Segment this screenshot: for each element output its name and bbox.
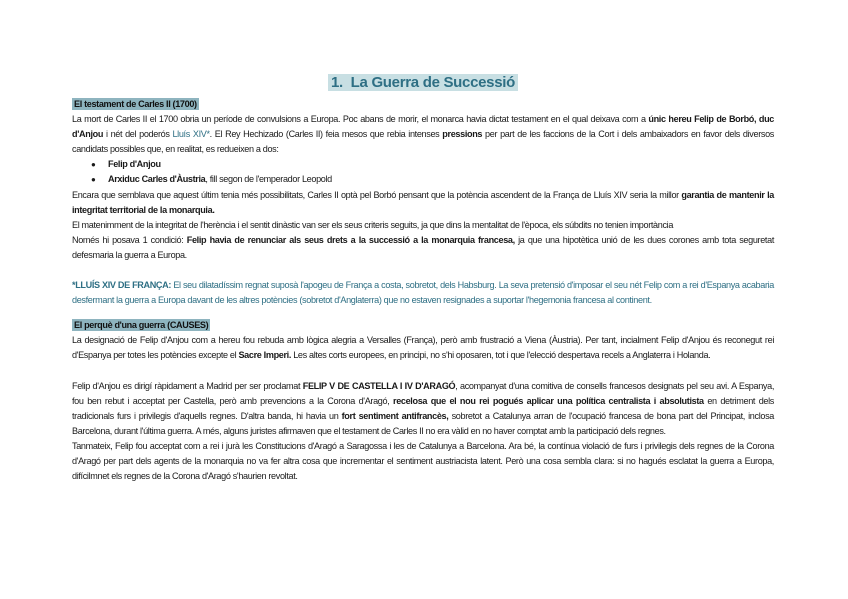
bold-run: FELIP V DE CASTELLA I IV D'ARAGÓ [302, 380, 456, 391]
title-text: La Guerra de Successió [350, 74, 515, 91]
text-run: sobretot a Catalunya arran de l'ocupació francesa de bona part del Principat, inclosa Barcelona, durant l'última guerra. A més, alguns juristes afirmaven que el testament de Carles II no era vàlid en no haver comptat amb la participació dels regnes. [72, 410, 774, 436]
text-run: La mort de Carles II el 1700 obria un període de convulsions a Europa. Poc abans de morir, el monarca havia dictat testament en el qual deixava com a [72, 114, 649, 125]
title-number: 1. [331, 74, 343, 91]
list-item [108, 157, 774, 172]
text-run: . El Rey Hechizado (Carles II) feia mesos que rebia intenses [209, 129, 443, 140]
candidates-list [72, 157, 774, 187]
bold-run: Felip d'Anjou [108, 159, 161, 170]
text-run: Felip d'Anjou es dirigí ràpidament a Madrid per ser proclamat [72, 380, 303, 391]
page-title [72, 72, 774, 94]
text-run: en detriment dels tradicionals furs i privilegis d'aquells regnes. D'altra banda, hi havia un [72, 395, 774, 421]
text-run: ja que una hipotètica unió de les dues corones amb tota seguretat defesmaria la guerra a Europa. [72, 234, 774, 260]
bold-run: fort sentiment antifrancès, [341, 410, 449, 421]
bold-run: Sacre Imperi. [238, 350, 292, 361]
section-heading-testament: El testament de Carles II (1700) [74, 99, 197, 109]
text-run: El seu dilatadíssim regnat suposà l'apogeu de França a costa, sobretot, dels Habsburg. La seva pretensió d'imposar el seu nét Felip com a rei d'Espanya acabaria desfermant la guerra a Europa davant de les altres potències (sobretot d'Anglaterra) que no estaven resignades a suportar l'hegemonia francesa al continent. [72, 280, 774, 306]
text-run: , fill segon de l'emperador Leopold [205, 174, 332, 185]
paragraph-acceptance: Tanmateix, Felip fou acceptat com a rei i jurà les Constitucions d'Aragó a Saragossa i les de Catalunya a Barcelona. Ara bé, la contínua violació de furs i privilegis dels regnes de la Corona d'Aragó per part dels agents de la monarquia no va fer altra cosa que incrementar el sentiment austriacista latent. Però una cosa sembla clara: si no hagués esclatat la guerra a Europa, difícilmnet els regnes de la Corona d'Aragó s'haurien revoltat. [72, 440, 774, 482]
text-run: per part de les faccions de la Cort i dels ambaixadors en favor dels diversos candidats possibles que, en realitat, es redueixen a dos: [72, 129, 774, 155]
text-run: La designació de Felip d'Anjou com a hereu fou rebuda amb lògica alegria a Versalles (França), però amb frustració a Viena (Àustria). Per tant, incialment Felip d'Anjou és reconegut rei d'Espanya per totes les potències excepte el [72, 335, 774, 361]
footnote-ref: Lluís XIV* [172, 129, 210, 140]
paragraph-proclamation [72, 379, 774, 439]
list-item [108, 172, 774, 187]
paragraph-choice [72, 188, 774, 218]
bold-run: pressions [442, 129, 483, 140]
bold-run: garantia de mantenir la integritat territorial de la monarquia. [72, 189, 774, 215]
spacer [72, 263, 774, 278]
bold-run: únic hereu Felip de Borbó, duc d'Anjou [72, 114, 774, 140]
paragraph-testament [72, 112, 774, 157]
spacer [72, 308, 774, 318]
spacer [72, 364, 774, 379]
text-run: Només hi posava 1 condició: [72, 234, 187, 245]
paragraph-designation [72, 333, 774, 363]
section-heading-causes: El perquè d'una guerra (CAUSES) [74, 320, 209, 331]
paragraph-integrity: El matenimment de la integritat de l'herència i el sentit dinàstic van ser els seus criteris seguits, ja que dins la mentalitat de l'època, els súbdits no tenien importància [72, 219, 674, 230]
bold-run: Felip havia de renunciar als seus drets a la successió a la monarquia francesa, [186, 234, 515, 245]
text-run: Les altes corts europees, en principi, no s'hi oposaren, tot i que l'elecció despertava recels a Anglaterra i Holanda. [291, 350, 711, 361]
text-run: Encara que semblava que aquest últim tenia més possibilitats, Carles II optà pel Borbó pensant que la potència ascendent de la França de Lluís XIV seria la millor [72, 189, 682, 200]
document-body [72, 70, 774, 484]
text-run: , acompanyat d'una comitiva de consells francesos designats pel seu avi. A Espanya, fou ben rebut i acceptat per Castella, però amb prevencions a la Corona d'Aragó, [72, 380, 774, 406]
bold-run: recelosa que el nou rei pogués aplicar una política centralista i absolutista [393, 395, 704, 406]
bold-run: *LLUÍS XIV DE FRANÇA: [72, 280, 172, 291]
title-highlight [328, 74, 518, 91]
paragraph-condition [72, 233, 774, 263]
bold-run: Arxiduc Carles d'Àustria [108, 174, 206, 185]
text-run: i nét del poderós [103, 129, 173, 140]
footnote-lluis-xiv [72, 278, 774, 308]
